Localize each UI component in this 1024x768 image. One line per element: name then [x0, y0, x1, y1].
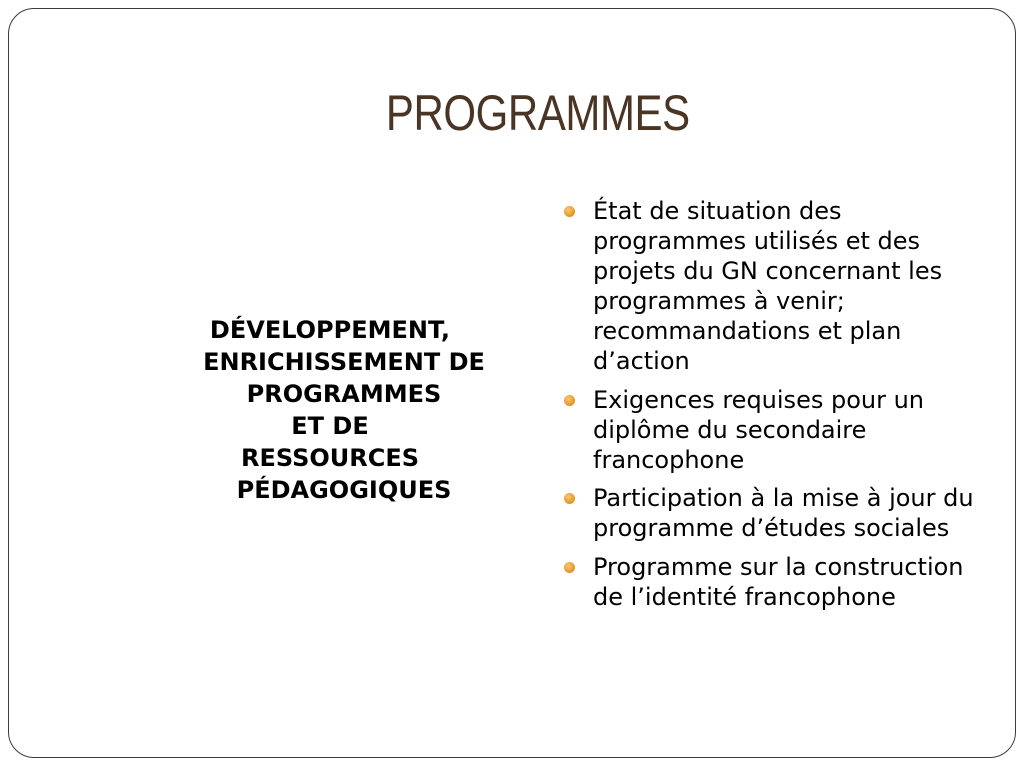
bullet-text: Programme sur la construction de l’identité francophone — [593, 552, 964, 611]
bullet-text: État de situation des programmes utilisés et des projets du GN concernant les programmes à venir; recommandations et plan d’action — [593, 197, 943, 375]
left-heading-line-3: RESSOURCES PÉDAGOGIQUES — [236, 444, 452, 504]
bullet-dot-icon — [564, 562, 575, 573]
bullet-text: Participation à la mise à jour du programme d’études sociales — [593, 484, 974, 542]
bullet-dot-icon — [564, 493, 575, 504]
left-heading-line-2: ET DE — [291, 412, 369, 440]
left-heading-line-1: DÉVELOPPEMENT, ENRICHISSEMENT DE PROGRAMMES — [203, 316, 485, 408]
bullet-list — [564, 196, 984, 620]
bullet-item — [564, 385, 984, 475]
left-text-block — [150, 314, 510, 506]
bullet-dot-icon — [564, 395, 575, 406]
bullet-item — [564, 552, 984, 612]
bullet-dot-icon — [564, 206, 575, 217]
slide-title: PROGRAMMES — [385, 85, 690, 141]
bullet-text: Exigences requises pour un diplôme du secondaire francophone — [593, 385, 925, 474]
bullet-item — [564, 483, 984, 543]
bullet-item — [564, 196, 984, 376]
